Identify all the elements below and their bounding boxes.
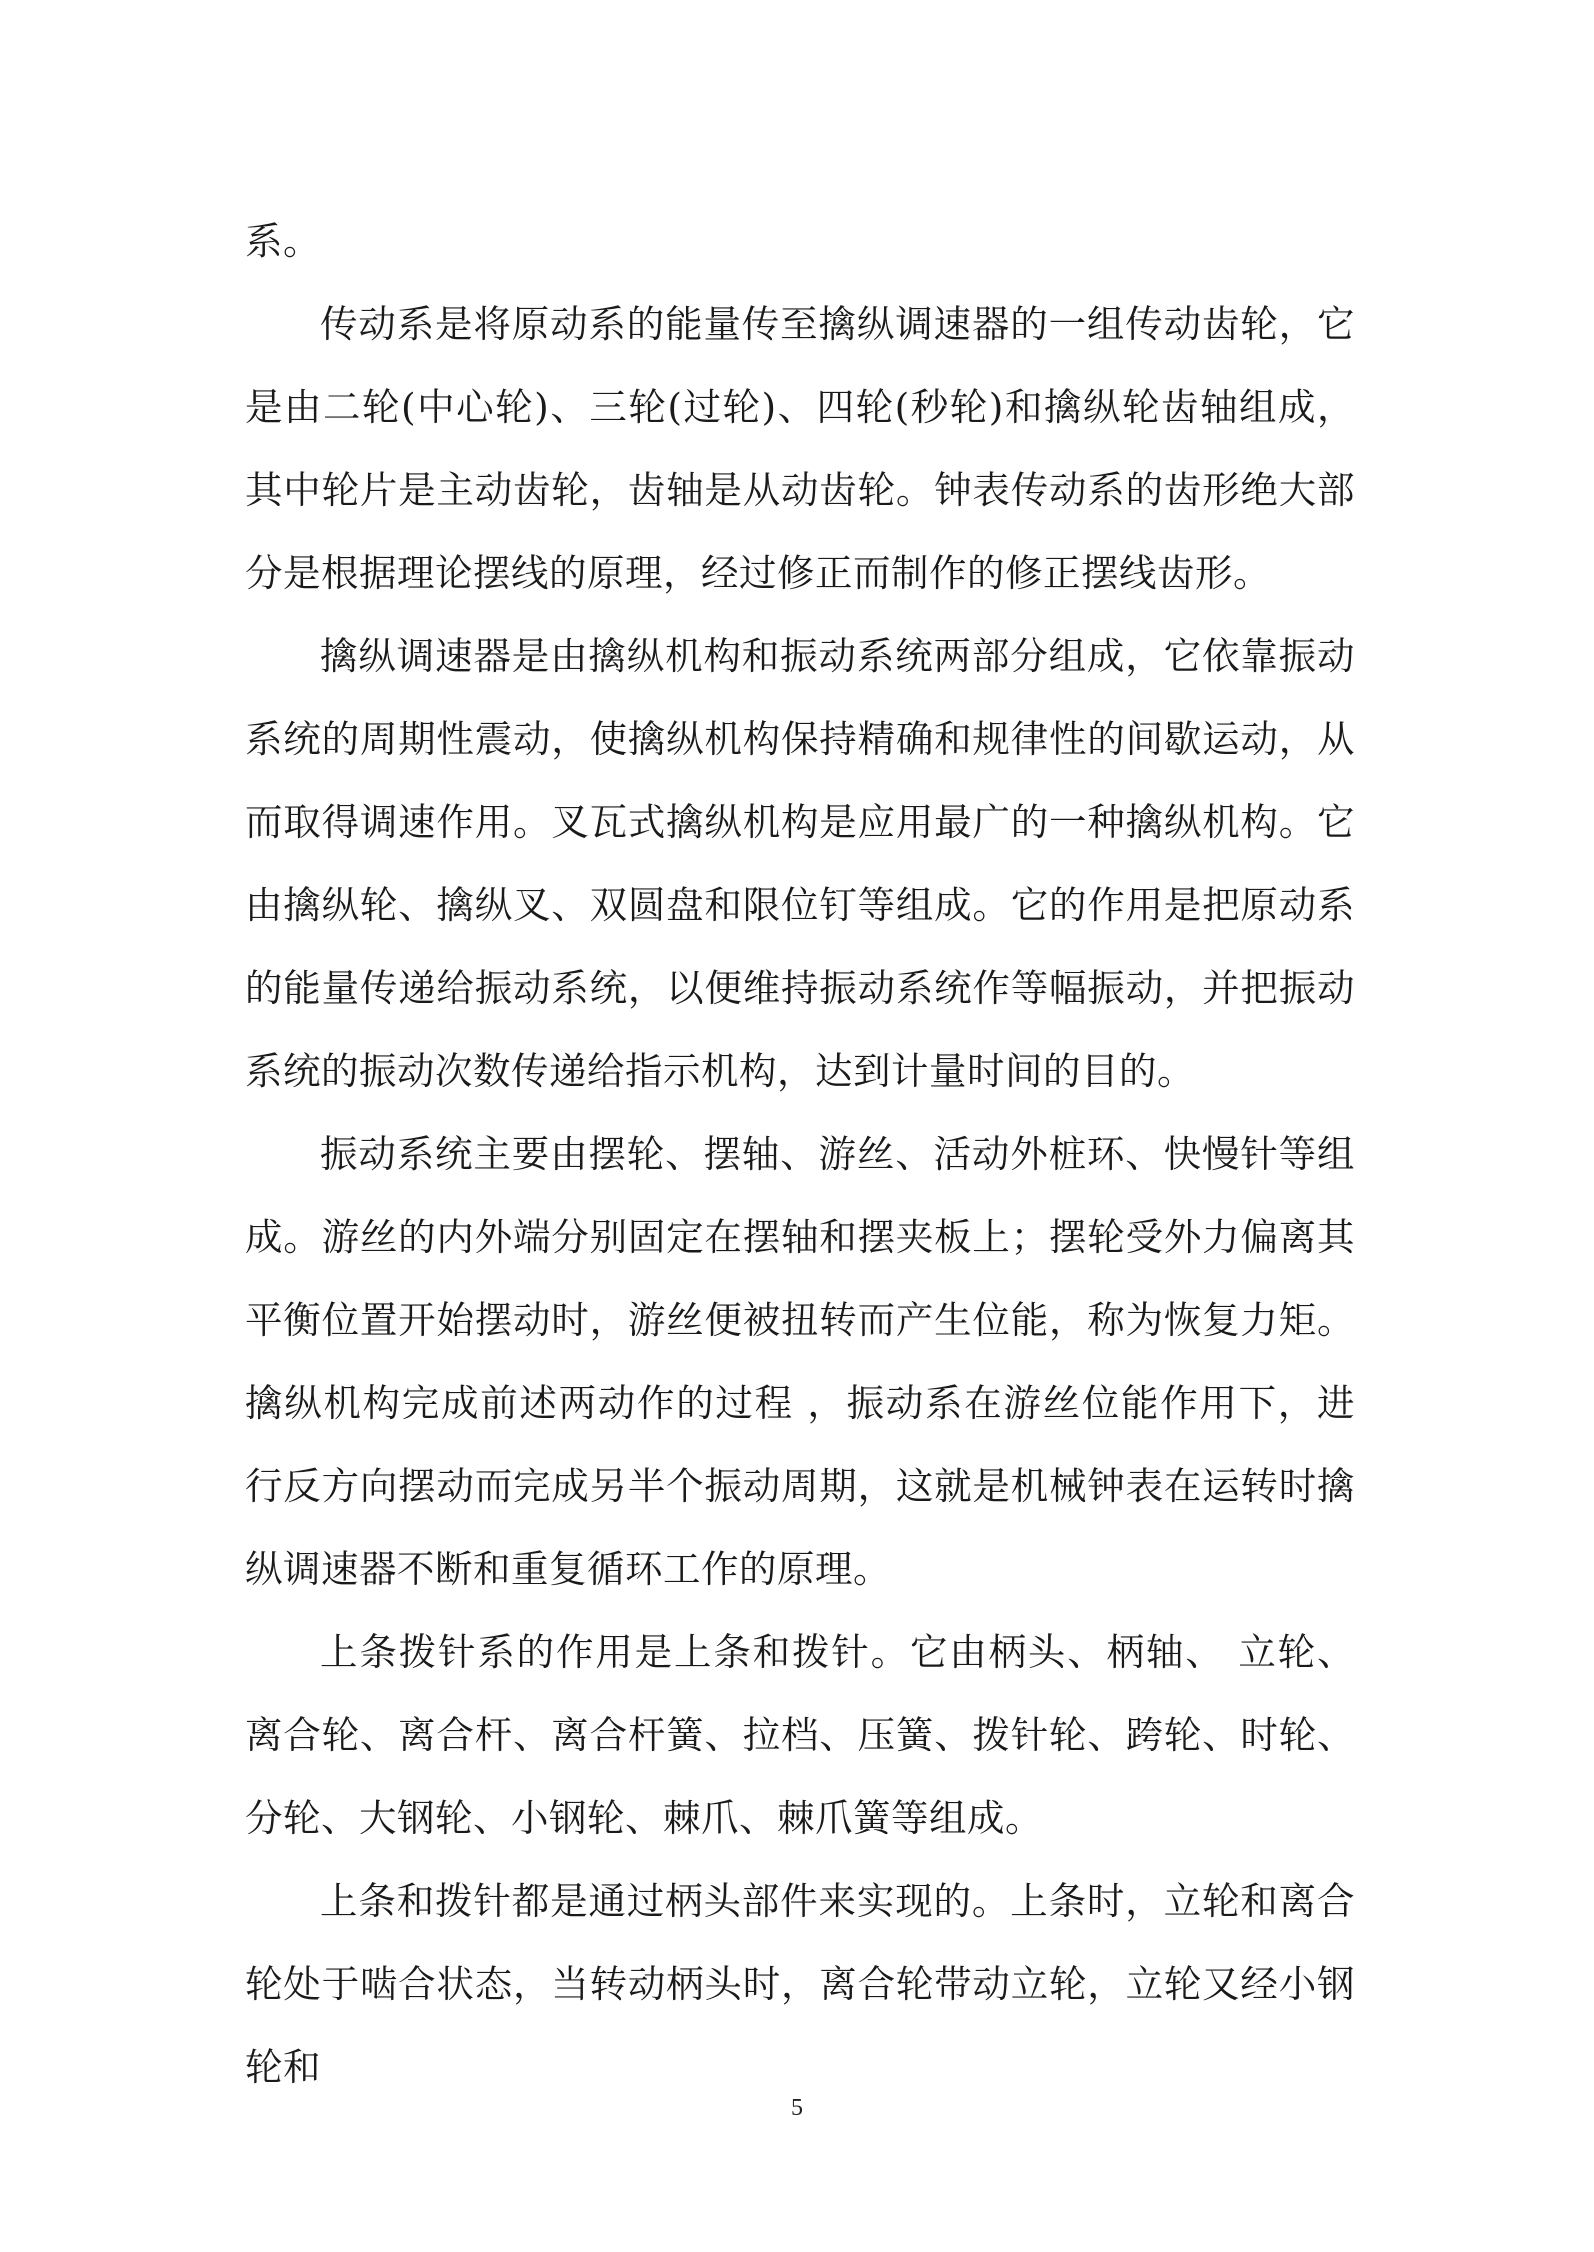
paragraph-winding-setting-operation: 上条和拨针都是通过柄头部件来实现的。上条时，立轮和离合轮处于啮合状态，当转动柄头时，离合轮带动立轮，立轮又经小钢轮和 [245,1879,1355,2089]
paragraph-transmission-system: 传动系是将原动系的能量传至擒纵调速器的一组传动齿轮，它是由二轮(中心轮)、三轮(过轮)、四轮(秒轮)和擒纵轮齿轴组成，其中轮片是主动齿轮，齿轴是从动齿轮。钟表传动系的齿形绝大部分是根据理论摆线的原理，经过修正而制作的修正摆线齿形。 [245,302,1355,595]
page-body [245,200,1355,2109]
paragraph-oscillation-system: 振动系统主要由摆轮、摆轴、游丝、活动外桩环、快慢针等组成。游丝的内外端分别固定在摆轴和摆夹板上；摆轮受外力偏离其平衡位置开始摆动时，游丝便被扭转而产生位能，称为恢复力矩。擒纵机构完成前述两动作的过程 ，振动系在游丝位能作用下，进行反方向摆动而完成另半个振动周期，这就是机械钟表在运转时擒纵调速器不断和重复循环工作的原理。 [245,1132,1355,1591]
paragraph-winding-setting-system: 上条拨针系的作用是上条和拨针。它由柄头、柄轴、 立轮、离合轮、离合杆、离合杆簧、拉档、压簧、拨针轮、跨轮、时轮、分轮、大钢轮、小钢轮、棘爪、棘爪簧等组成。 [245,1630,1355,1840]
page-number: 5 [791,2095,803,2121]
paragraph-continuation: 系。 [245,219,321,263]
paragraph-escapement-regulator: 擒纵调速器是由擒纵机构和振动系统两部分组成，它依靠振动系统的周期性震动，使擒纵机构保持精确和规律性的间歇运动，从而取得调速作用。叉瓦式擒纵机构是应用最广的一种擒纵机构。它由擒纵轮、擒纵叉、双圆盘和限位钉等组成。它的作用是把原动系的能量传递给振动系统，以便维持振动系统作等幅振动，并把振动系统的振动次数传递给指示机构，达到计量时间的目的。 [245,634,1355,1093]
